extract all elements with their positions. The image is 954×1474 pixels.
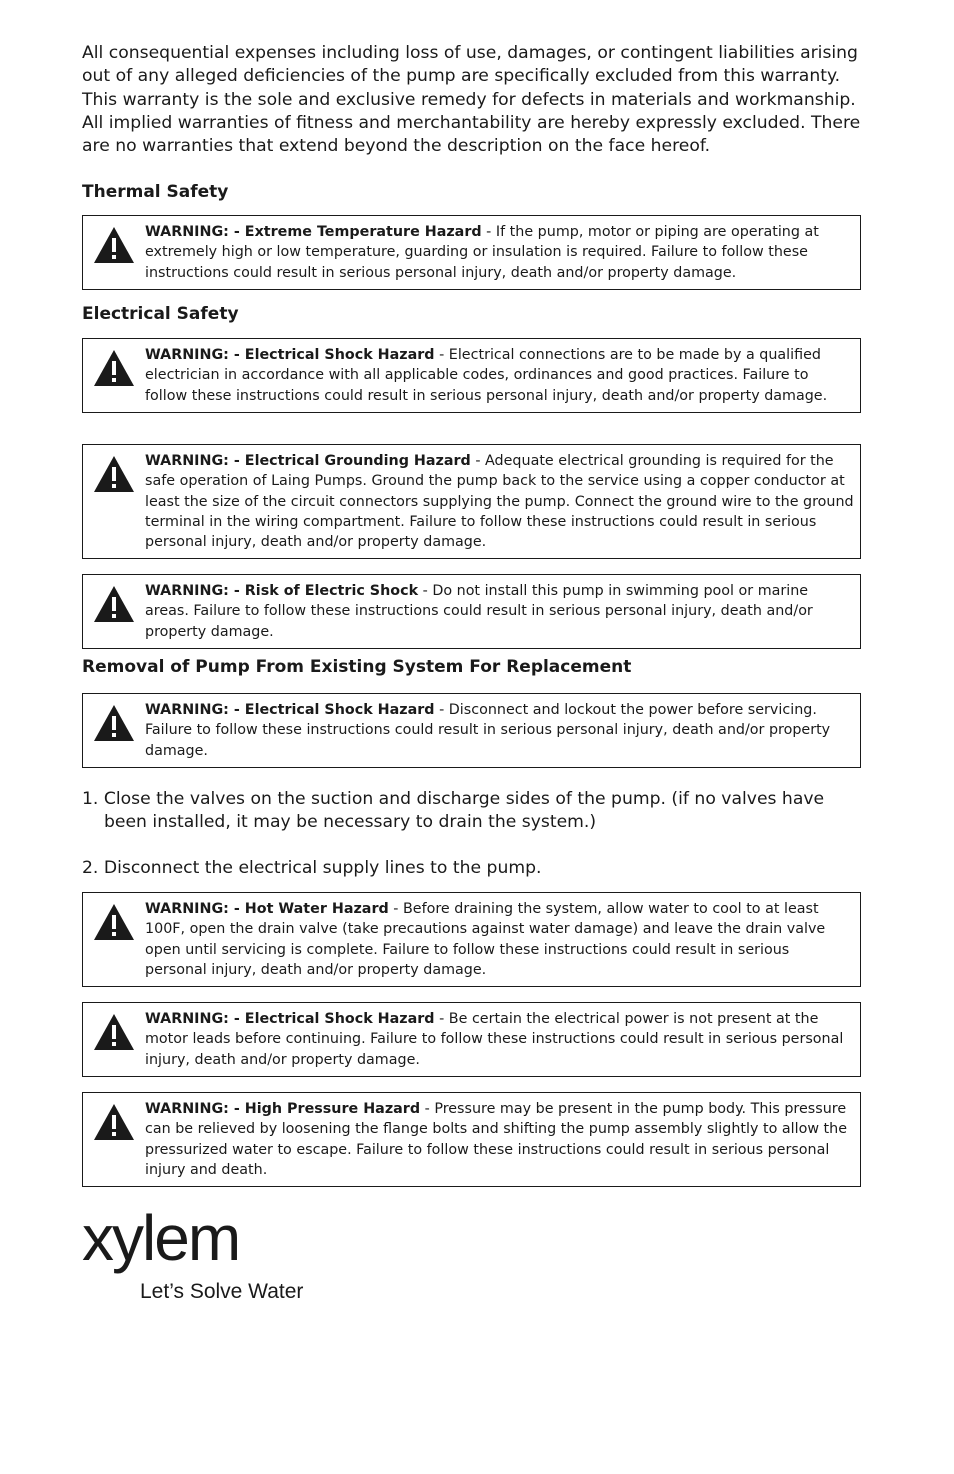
- thermal-safety-heading: Thermal Safety: [82, 182, 229, 202]
- step-item: 1. Close the valves on the suction and discharge sides of the pump. (if no valves have been installed, it may be necessary to drain the system.): [82, 789, 825, 833]
- warning-triangle-icon: [83, 1099, 145, 1141]
- warning-box: [82, 892, 861, 987]
- removal-heading: Removal of Pump From Existing System For Replacement: [82, 657, 632, 677]
- warning-triangle-icon: [83, 1009, 145, 1051]
- warning-box: [82, 444, 861, 559]
- electrical-safety-heading: Electrical Safety: [82, 304, 239, 324]
- warning-triangle-icon: [83, 581, 145, 623]
- warranty-exclusion-text: All consequential expenses including loss of use, damages, or contingent liabilities arising out of any alleged deficiencies of the pump are specifically excluded from this warranty. This warranty is the sole and exclusive remedy for defects in materials and workmanship. All implied warranties of fitness and merchantability are hereby expressly excluded. There are no warranties that extend beyond the description on the face hereof.: [82, 43, 861, 157]
- warning-triangle-icon: [83, 700, 145, 742]
- warning-text: WARNING: - Electrical Grounding Hazard - Adequate electrical grounding is required for the safe operation of Laing Pumps. Ground the pump back to the service using a copper conductor at least the size of the circuit connectors supplying the pump. Connect the ground wire to the ground terminal in the wiring compartment. Failure to follow these instructions could result in serious personal injury, death and/or property damage.: [145, 453, 854, 551]
- warning-box: [82, 1092, 861, 1187]
- warning-triangle-icon: [83, 899, 145, 941]
- warning-text: WARNING: - Extreme Temperature Hazard - If the pump, motor or piping are operating at extremely high or low temperature, guarding or insulation is required. Failure to follow these instructions could result in serious personal injury, death and/or property damage.: [145, 224, 819, 281]
- warning-box: [82, 338, 861, 413]
- warning-text: WARNING: - Electrical Shock Hazard - Disconnect and lockout the power before servicing. Failure to follow these instructions could result in serious personal injury, death and/or property damage.: [145, 702, 831, 759]
- step-item: 2. Disconnect the electrical supply lines to the pump.: [82, 858, 542, 878]
- warning-text: WARNING: - Hot Water Hazard - Before draining the system, allow water to cool to at least 100F, open the drain valve (take precautions against water damage) and leave the drain valve open until servicing is complete. Failure to follow these instructions could result in serious personal injury, death and/or property damage.: [145, 901, 826, 978]
- warning-text: WARNING: - High Pressure Hazard - Pressure may be present in the pump body. This pressure can be relieved by loosening the flange bolts and shifting the pump assembly slightly to allow the pressurized water to escape. Failure to follow these instructions could result in serious personal injury and death.: [145, 1101, 848, 1178]
- warning-text: WARNING: - Risk of Electric Shock - Do not install this pump in swimming pool or marine areas. Failure to follow these instructions could result in serious personal injury, death and/or property damage.: [145, 583, 813, 640]
- xylem-logo: [82, 1200, 372, 1310]
- warning-text: WARNING: - Electrical Shock Hazard - Be certain the electrical power is not present at the motor leads before continuing. Failure to follow these instructions could result in serious personal injury, death and/or property damage.: [145, 1011, 844, 1068]
- warning-triangle-icon: [83, 345, 145, 387]
- warning-box: [82, 693, 861, 768]
- warning-triangle-icon: [83, 451, 145, 493]
- warning-box: [82, 1002, 861, 1077]
- warning-box: [82, 574, 861, 649]
- warning-box: [82, 215, 861, 290]
- warning-text: WARNING: - Electrical Shock Hazard - Electrical connections are to be made by a qualified electrician in accordance with all applicable codes, ordinances and good practices. Failure to follow these instructions could result in serious personal injury, death and/or property damage.: [145, 347, 828, 404]
- logo-tagline: Let’s Solve Water: [140, 1280, 304, 1303]
- logo-wordmark: xylem: [82, 1202, 240, 1274]
- warning-triangle-icon: [83, 222, 145, 264]
